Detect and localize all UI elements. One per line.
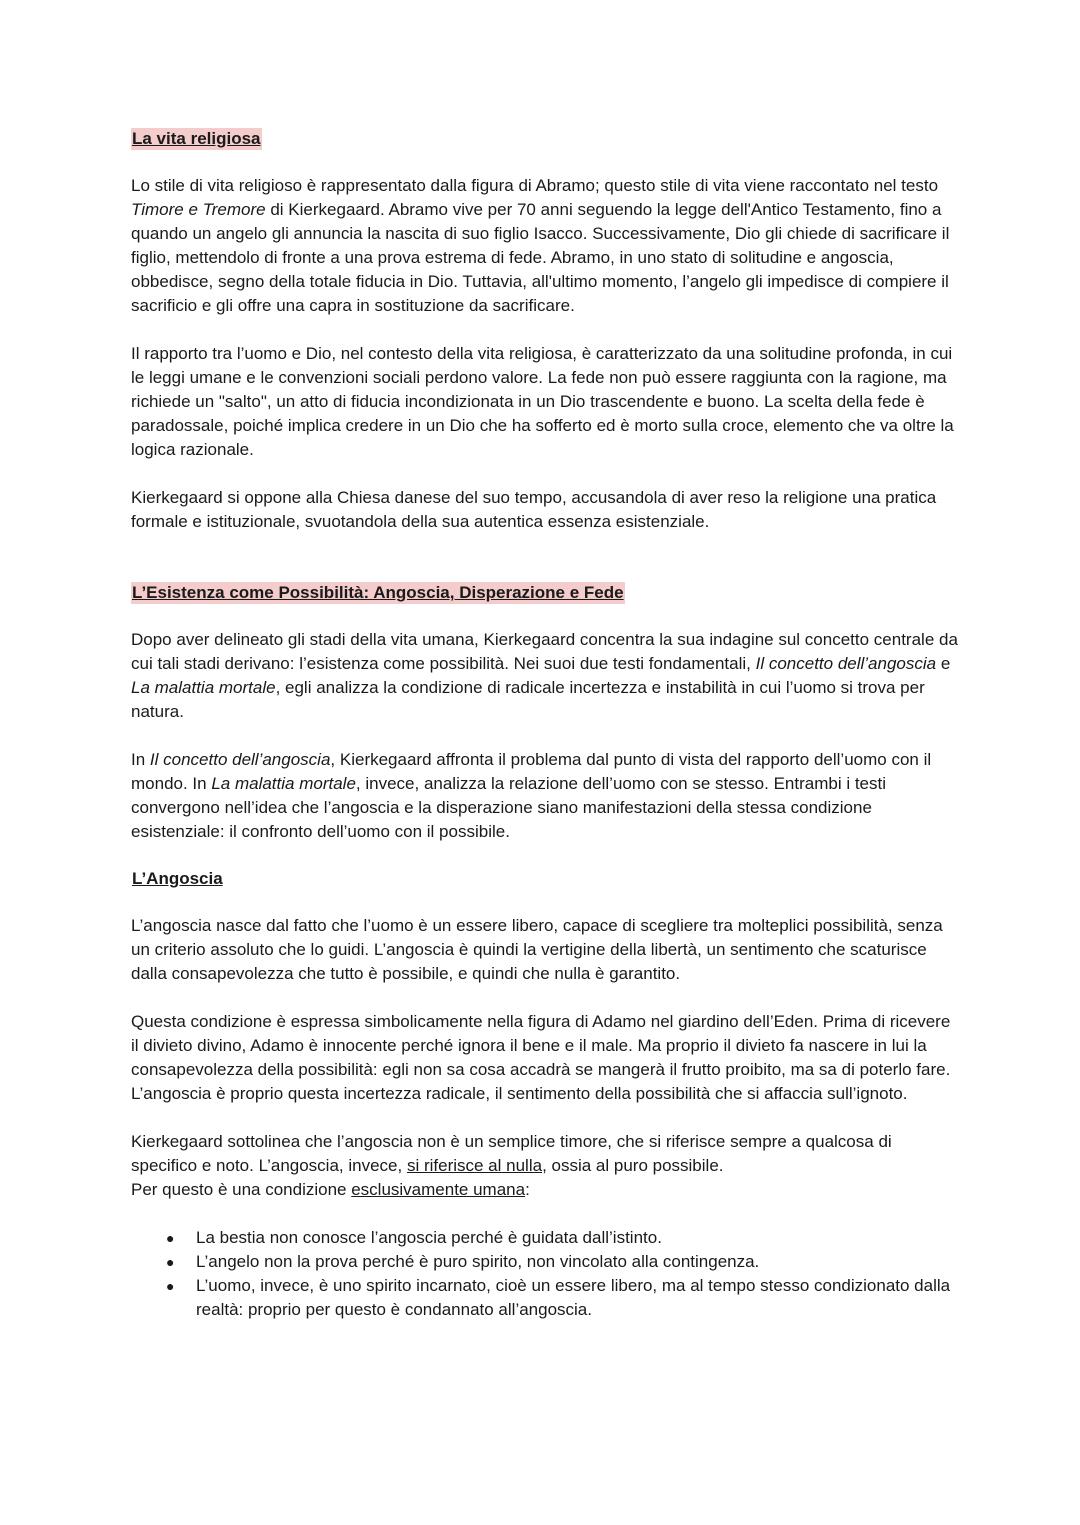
paragraph-condizione-umana: Per questo è una condizione esclusivamente umana:: [131, 1180, 530, 1199]
document-body: [131, 128, 961, 1322]
bullet-icon: ●: [166, 1278, 175, 1294]
paragraph-liberta: L’angoscia nasce dal fatto che l’uomo è un essere libero, capace di scegliere tra molteplici possibilità, senza un criterio assoluto che lo guidi. L’angoscia è quindi la vertigine della libertà, un sentimento che scaturisce dalla consapevolezza che tutto è possibile, e quindi che nulla è garantito.: [131, 916, 943, 983]
paragraph-timore-nulla: Kierkegaard sottolinea che l’angoscia non è un semplice timore, che si riferisce sempre a qualcosa di specifico e noto. L’angoscia, invece, si riferisce al nulla, ossia al puro possibile.: [131, 1132, 892, 1175]
heading-angoscia: L’Angoscia: [132, 869, 223, 888]
paragraph-stadi-vita: Dopo aver delineato gli stadi della vita umana, Kierkegaard concentra la sua indagine sul concetto centrale da cui tali stadi derivano: l’esistenza come possibilità. Nei suoi due testi fondamentali, Il concetto dell’angoscia e La malattia mortale, egli analizza la condizione di radicale incertezza e instabilità in cui l’uomo si trova per natura.: [131, 630, 958, 721]
bullet-icon: ●: [166, 1230, 175, 1246]
paragraph-chiesa-danese: Kierkegaard si oppone alla Chiesa danese del suo tempo, accusandola di aver reso la religione una pratica formale e istituzionale, svuotandola della sua autentica essenza esistenziale.: [131, 488, 937, 531]
paragraph-abramo: Lo stile di vita religioso è rappresentato dalla figura di Abramo; questo stile di vita viene raccontato nel testo Timore e Tremore di Kierkegaard. Abramo vive per 70 anni seguendo la legge dell'Antico Testamento, fino a quando un angelo gli annuncia la nascita di suo figlio Isacco. Successivamente, Dio gli chiede di sacrificare il figlio, mettendolo di fronte a una prova estrema di fede. Abramo, in uno stato di solitudine e angoscia, obbedisce, segno della totale fiducia in Dio. Tuttavia, all'ultimo momento, l’angelo gli impedisce di compiere il sacrificio e gli offre una capra in sostituzione da sacrificare.: [131, 176, 950, 315]
bullet-list: [131, 1226, 961, 1322]
paragraph-uomo-dio: Il rapporto tra l’uomo e Dio, nel contesto della vita religiosa, è caratterizzato da una solitudine profonda, in cui le leggi umane e le convenzioni sociali perdono valore. La fede non può essere raggiunta con la ragione, ma richiede un "salto", un atto di fiducia incondizionata in un Dio trascendente e buono. La scelta della fede è paradossale, poiché implica credere in un Dio che ha sofferto ed è morto sulla croce, elemento che va oltre la logica razionale.: [131, 344, 954, 459]
list-item: ● La bestia non conosce l’angoscia perché è guidata dall’istinto.: [131, 1226, 961, 1250]
paragraph-adamo: Questa condizione è espressa simbolicamente nella figura di Adamo nel giardino dell’Eden. Prima di ricevere il divieto divino, Adamo è innocente perché ignora il bene e il male. Ma proprio il divieto fa nascere in lui la consapevolezza della possibilità: egli non sa cosa accadrà se mangerà il frutto proibito, ma sa di poterlo fare. L’angoscia è proprio questa incertezza radicale, il sentimento della possibilità che si affaccia sull’ignoto.: [131, 1012, 951, 1103]
list-item: ● L’uomo, invece, è uno spirito incarnato, cioè un essere libero, ma al tempo stesso condizionato dalla realtà: proprio per questo è condannato all’angoscia.: [166, 1276, 951, 1319]
heading-esistenza-possibilita: L’Esistenza come Possibilità: Angoscia, Disperazione e Fede: [132, 583, 624, 602]
list-item: ● L’angelo non la prova perché è puro spirito, non vincolato alla contingenza.: [131, 1250, 961, 1274]
bullet-icon: ●: [166, 1254, 175, 1270]
heading-vita-religiosa: La vita religiosa: [132, 129, 261, 148]
paragraph-concetto-angoscia: In Il concetto dell’angoscia, Kierkegaard affronta il problema dal punto di vista del rapporto dell’uomo con il mondo. In La malattia mortale, invece, analizza la relazione dell’uomo con se stesso. Entrambi i testi convergono nell’idea che l’angoscia e la disperazione siano manifestazioni della stessa condizione esistenziale: il confronto dell’uomo con il possibile.: [131, 750, 932, 841]
